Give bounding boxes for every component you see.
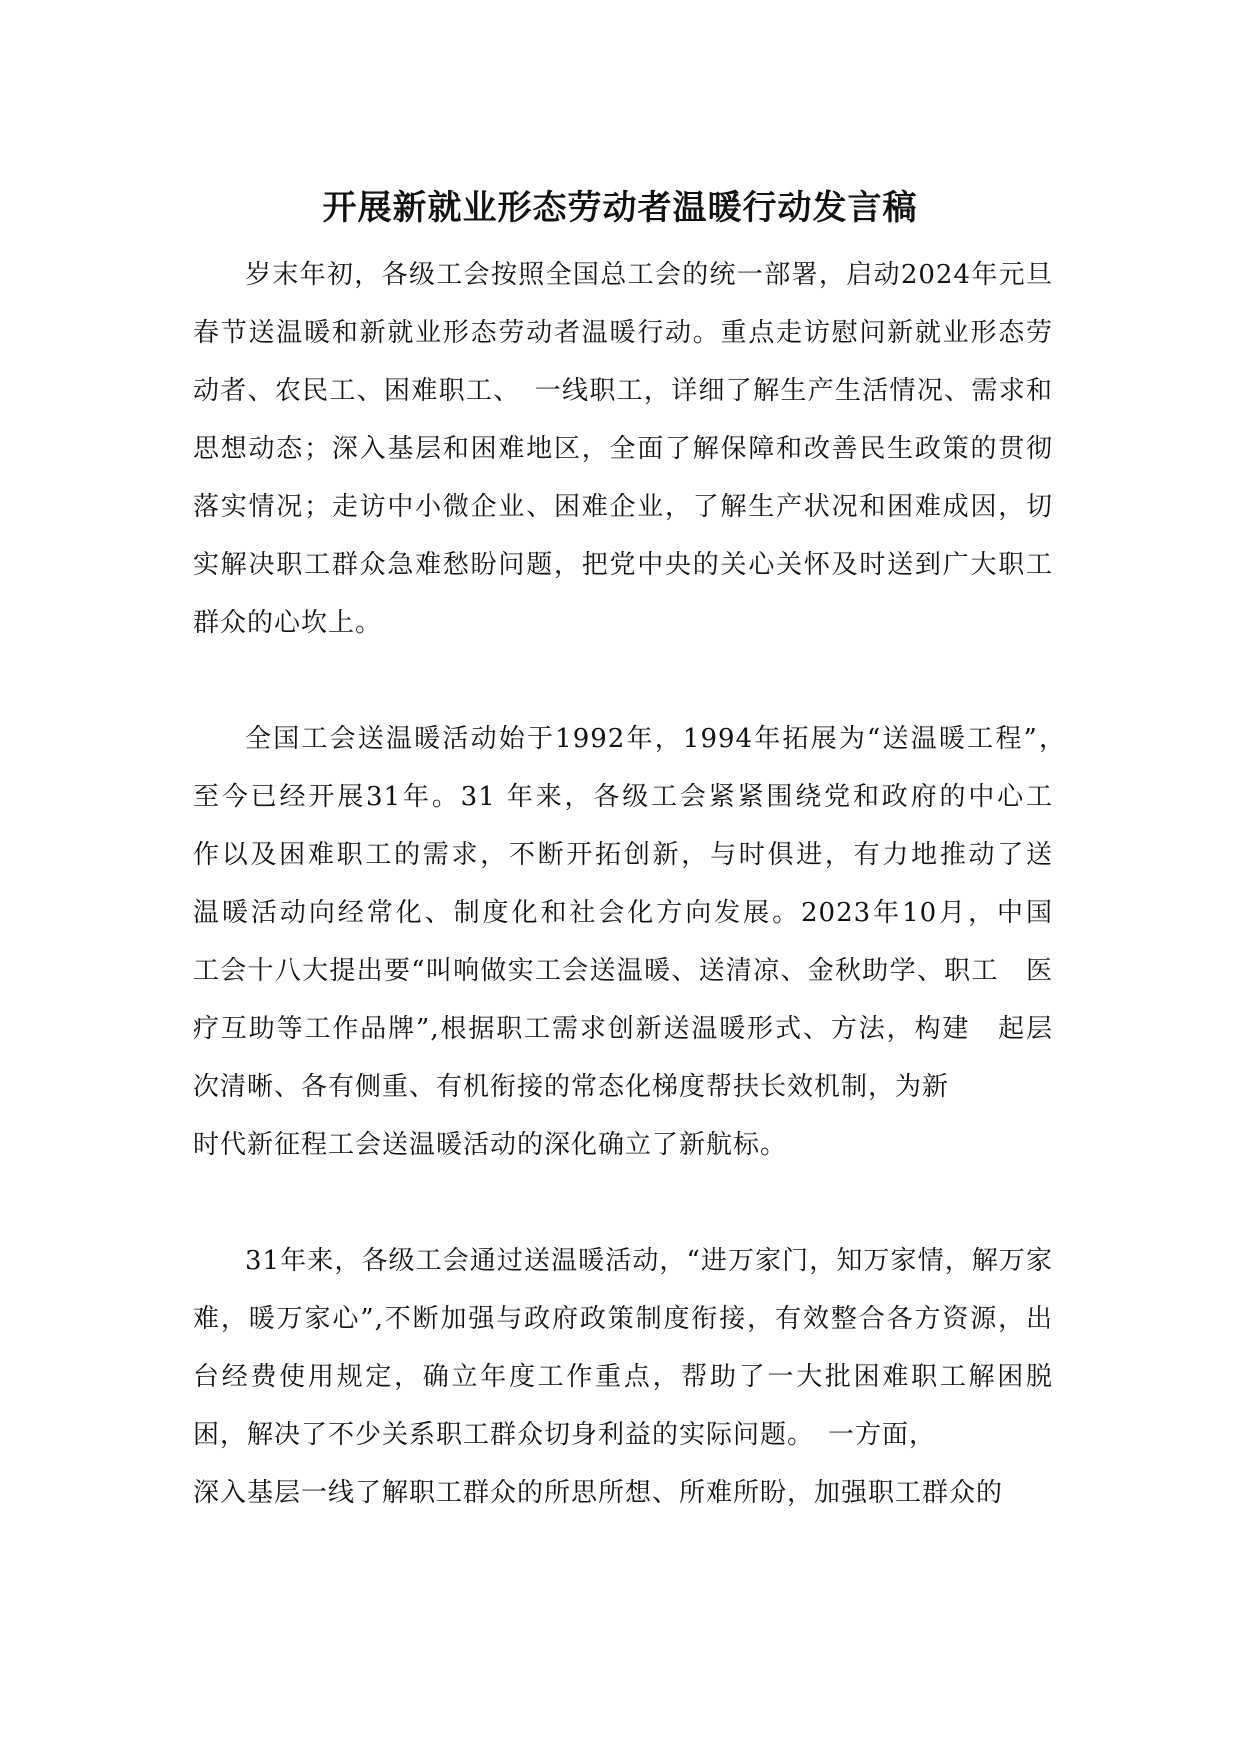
document-body <box>193 246 1081 1522</box>
paragraph-2-continuation: 时代新征程工会送温暖活动的深化确立了新航标。 <box>193 1130 788 1160</box>
paragraph-3-continuation: 深入基层一线了解职工群众的所思所想、所难所盼，加强职工群众的 <box>193 1478 1004 1508</box>
paragraph-2: 全国工会送温暖活动始于1992年，1994年拓展为“送温暖工程”， 至今已经开展31年。31 年来，各级工会紧紧围绕党和政府的中心工 作以及困难职工的需求，不断开拓创新，与时俱进，有力地推动了送 温暖活动向经常化、制度化和社会化方向发展。2023年10月，中国 工会十八大提出要“叫响做实工会送温暖、送清凉、金秋助学、职工 医疗互助等工作品牌”,根据职工需求创新送温暖形式、方法，构建 起层次清晰、各有侧重、有机衔接的常态化梯度帮扶长效机制，为新 <box>193 724 1081 1102</box>
paragraph-3: 31年来，各级工会通过送温暖活动，“进万家门，知万家情，解万家难，暖万家心”,不断加强与政府政策制度衔接，有效整合各方资源，出台经费使用规定，确立年度工作重点，帮助了一大批困难职工解困脱困，解决了不少关系职工群众切身利益的实际问题。 一方面， <box>193 1246 1053 1450</box>
paragraph-1: 岁末年初，各级工会按照全国总工会的统一部署，启动2024年元旦春节送温暖和新就业形态劳动者温暖行动。重点走访慰问新就业形态劳动者、农民工、困难职工、 一线职工，详细了解生产生活情况、需求和思想动态；深入基层和困难地区，全面了解保障和改善民生政策的贯彻落实情况；走访中小微企业、困难企业，了解生产状况和困难成因，切实解决职工群众急难愁盼问题，把党中央的关心关怀及时送到广大职工群众的心坎上。 <box>193 260 1053 638</box>
paragraph-gap <box>193 1174 1053 1232</box>
paragraph-gap <box>193 652 1053 710</box>
document-title: 开展新就业形态劳动者温暖行动发言稿 <box>322 188 918 228</box>
